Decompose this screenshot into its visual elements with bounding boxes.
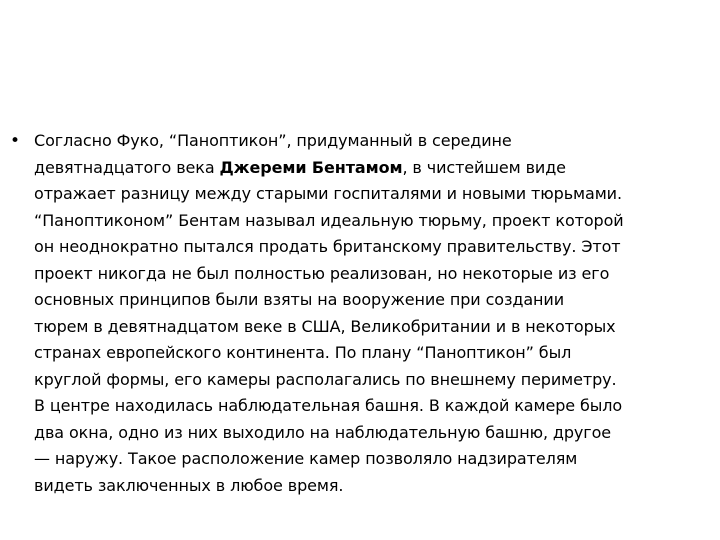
bold-author-name: Джереми Бентамом <box>219 157 403 177</box>
paragraph-text: девятнадцатого века <box>34 157 220 177</box>
paragraph-line: — наружу. Такое расположение камер позволяло надзирателям <box>34 449 578 468</box>
paragraph-line: проект никогда не был полностью реализован, но некоторые из его <box>34 263 610 283</box>
bullet-list-item <box>10 128 710 499</box>
bullet-icon: • <box>10 131 21 151</box>
paragraph-line: странах европейского континента. По плану “Паноптикон” был <box>34 343 572 362</box>
paragraph-line: два окна, одно из них выходило на наблюдательную башню, другое <box>34 422 612 442</box>
paragraph-line: видеть заключенных в любое время. <box>34 475 344 495</box>
paragraph-line: отражает разницу между старыми госпиталями и новыми тюрьмами. <box>34 184 622 203</box>
paragraph-text: , в чистейшем виде <box>402 157 566 177</box>
paragraph-line <box>34 155 710 182</box>
paragraph-line: основных принципов были взяты на вооружение при создании <box>34 290 565 309</box>
paragraph-line: Согласно Фуко, “Паноптикон”, придуманный в середине <box>34 131 512 150</box>
paragraph-line: “Паноптиконом” Бентам называл идеальную тюрьму, проект которой <box>34 210 624 230</box>
paragraph-line: В центре находилась наблюдательная башня. В каждой камере было <box>34 396 623 415</box>
paragraph-line: тюрем в девятнадцатом веке в США, Великобритании и в некоторых <box>34 316 616 336</box>
paragraph-line: круглой формы, его камеры располагались по внешнему периметру. <box>34 369 617 389</box>
paragraph-line: он неоднократно пытался продать британскому правительству. Этот <box>34 237 621 256</box>
bullet-paragraph <box>34 128 710 499</box>
